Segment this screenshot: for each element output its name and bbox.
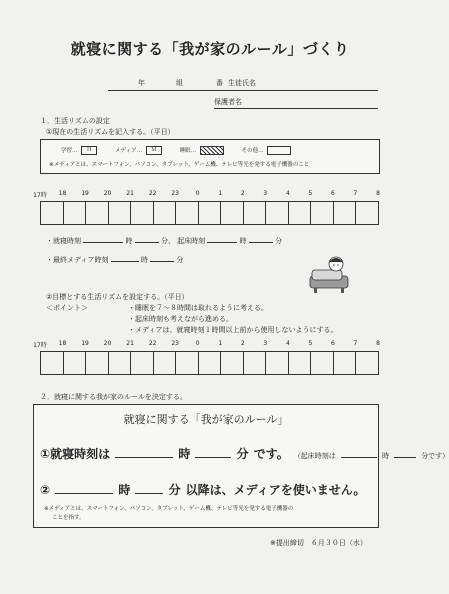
rule1-prefix: ①就寝時刻は — [40, 447, 111, 461]
rule2-prefix: ② — [40, 483, 51, 497]
wake-minute-unit: 分 — [275, 237, 283, 245]
hour-tick-label: 21 — [126, 190, 134, 197]
section2-heading: ２．就寝に関する我が家のルールを決定する。 — [40, 393, 187, 401]
guardian-label: 保護者名 — [214, 98, 242, 106]
class-label: 組 — [176, 79, 183, 87]
legend-study-label: 学習… — [61, 148, 78, 154]
rule-box-title: 就寝に関する「我が家のルール」 — [123, 413, 289, 426]
hour-tick-label: 3 — [263, 190, 268, 197]
timeline-cell[interactable] — [198, 352, 221, 375]
hour-tick-label: 18 — [58, 340, 67, 347]
timeline-cell[interactable] — [131, 352, 154, 375]
bed-minute-unit: 分、 — [160, 237, 175, 245]
hour-tick-label: 0 — [195, 340, 200, 347]
hour-tick-label: 19 — [81, 340, 89, 347]
hour-tick-label: 1 — [218, 190, 223, 197]
rule-note-line: ことを指す。 — [52, 515, 85, 521]
hour-tick-label: 4 — [285, 340, 290, 347]
last-media-row — [46, 255, 183, 265]
timeline-cell[interactable] — [41, 202, 64, 225]
rule1-row — [40, 443, 449, 462]
legend-media-label: メディア… — [115, 148, 143, 154]
timeline-cell[interactable] — [86, 352, 109, 375]
timeline-cell[interactable] — [356, 352, 379, 375]
rule1-hour-blank[interactable] — [115, 457, 173, 458]
points-list — [128, 303, 337, 336]
hour-tick-label: 18 — [58, 190, 67, 197]
timeline-cell[interactable] — [243, 352, 266, 375]
timeline-cell[interactable] — [108, 202, 131, 225]
rule2-hour-blank[interactable] — [55, 493, 113, 494]
deadline: ※提出締切 ６月３０日（水） — [270, 539, 367, 547]
legend-box — [40, 139, 380, 174]
timeline-cell[interactable] — [198, 202, 221, 225]
hour-tick-label: 6 — [331, 340, 335, 347]
hour-tick-label: 20 — [103, 340, 112, 347]
last-media-minute-unit: 分 — [176, 256, 184, 264]
rule-box — [33, 404, 449, 528]
hour-tick-label: 4 — [285, 190, 290, 197]
wake-time-label: 起床時刻 — [177, 237, 206, 245]
hour-tick-label: 6 — [331, 190, 335, 197]
point-item: ・メディアは、就寝時刻１時間以上前から使用しないようにする。 — [128, 326, 338, 334]
rule2-row — [40, 479, 365, 498]
hour-tick-label: 5 — [308, 190, 313, 197]
wake-minute-blank[interactable] — [249, 242, 273, 243]
timeline-axis-target — [0, 340, 420, 348]
sleeping-child-illustration — [306, 250, 352, 296]
hour-tick-label: 21 — [126, 340, 134, 347]
last-media-hour-unit: 時 — [140, 256, 148, 264]
hour-tick-label: 2 — [240, 190, 245, 197]
timeline-axis-current — [0, 190, 420, 198]
rule-box-note — [44, 505, 293, 523]
timeline-cell[interactable] — [108, 352, 131, 375]
point-item: ・睡眠を７～８時間は取れるように考える。 — [128, 304, 268, 312]
rule1-minute-blank[interactable] — [195, 457, 231, 458]
timeline-cell[interactable] — [333, 202, 356, 225]
hour-tick-label: 5 — [308, 340, 313, 347]
timeline-cell[interactable] — [221, 352, 244, 375]
timeline-cell[interactable] — [153, 202, 176, 225]
hour-tick-label: 7 — [353, 340, 358, 347]
number-label: 番 — [216, 79, 223, 87]
year-label: 年 — [138, 79, 145, 87]
timeline-cell[interactable] — [288, 202, 311, 225]
section1-sub2: ②目標とする生活リズムを設定する。（平日） — [46, 293, 189, 301]
student-name-label: 生徒氏名 — [228, 79, 256, 87]
point-item: ・起床時刻も考えながら進める。 — [128, 315, 233, 323]
hour-tick-label: 0 — [195, 190, 200, 197]
student-info-line — [108, 78, 378, 91]
hour-tick-label: 8 — [376, 190, 380, 197]
rule2-minute-blank[interactable] — [135, 493, 163, 494]
rule2-hour-unit: 時 — [118, 483, 131, 497]
legend-other-label: その他… — [241, 148, 264, 154]
timeline-cell[interactable] — [311, 352, 334, 375]
timeline-cell[interactable] — [243, 202, 266, 225]
legend-sleep-label: 睡眠… — [179, 148, 197, 154]
hour-tick-label: 1 — [218, 340, 223, 347]
last-media-label: ・最終メディア時刻 — [46, 256, 109, 264]
rule1-suffix: です。 — [253, 447, 289, 461]
legend-other-swatch — [267, 146, 291, 155]
timeline-cell[interactable] — [41, 352, 64, 375]
last-media-minute-blank[interactable] — [150, 261, 174, 262]
timeline-grid-current — [40, 201, 379, 225]
hour-tick-label: 22 — [148, 190, 157, 197]
bed-time-label: ・就寝時刻 — [46, 237, 81, 245]
hour-tick-label: 23 — [171, 190, 180, 197]
timeline-cell[interactable] — [63, 202, 86, 225]
rule1-minute-unit: 分 — [236, 447, 249, 461]
hour-tick-label: 2 — [240, 340, 245, 347]
bed-wake-row — [46, 236, 282, 246]
timeline-cell[interactable] — [311, 202, 334, 225]
rule2-minute-unit: 分 — [168, 483, 181, 497]
wake-hour-unit: 時 — [239, 237, 247, 245]
bed-hour-unit: 時 — [125, 237, 133, 245]
timeline-cell[interactable] — [288, 352, 311, 375]
last-media-hour-blank[interactable] — [111, 261, 139, 262]
timeline-cell[interactable] — [153, 352, 176, 375]
timeline-cell[interactable] — [266, 202, 289, 225]
timeline-cell[interactable] — [176, 352, 199, 375]
hour-tick-label: 22 — [148, 340, 157, 347]
timeline-grid-target — [40, 351, 379, 375]
wake-paren-close: 分です） — [421, 452, 449, 460]
guardian-line — [214, 97, 378, 109]
section1-heading: １．生活リズムの設定 — [40, 117, 110, 125]
legend-sleep-swatch — [200, 146, 224, 155]
hour-tick-label: 7 — [353, 190, 358, 197]
wake-hour-blank[interactable] — [207, 242, 237, 243]
timeline-cell[interactable] — [176, 202, 199, 225]
timeline-cell[interactable] — [131, 202, 154, 225]
timeline-cell[interactable] — [333, 352, 356, 375]
page-title: 就寝に関する「我が家のルール」づくり — [70, 40, 350, 58]
hour-tick-label: 23 — [171, 340, 180, 347]
timeline-cell[interactable] — [356, 202, 379, 225]
point-label: ＜ポイント＞ — [46, 304, 88, 312]
timeline-cell[interactable] — [266, 352, 289, 375]
legend-study-mark: Ｈ — [81, 146, 97, 155]
timeline-cell[interactable] — [86, 202, 109, 225]
media-note: ※メディアとは、スマートフォン、パソコン、タブレット、ゲーム機、テレビ等光を発する電子機器のこと — [49, 162, 310, 168]
timeline-cell[interactable] — [63, 352, 86, 375]
section1-sub1: ①現在の生活リズムを記入する。（平日） — [46, 128, 175, 136]
hour-tick-label: 17時 — [33, 192, 47, 199]
hour-tick-label: 19 — [81, 190, 89, 197]
legend-media-mark: Ｍ — [146, 146, 162, 155]
rule1-hour-unit: 時 — [178, 447, 191, 461]
hour-tick-label: 17時 — [33, 342, 47, 349]
bed-hour-blank[interactable] — [83, 242, 123, 243]
wake-paren-open: （起床時刻は — [293, 452, 336, 460]
rule-note-line: ※メディアとは、スマートフォン、パソコン、タブレット、ゲーム機、テレビ等光を発する電子機器の — [44, 506, 294, 512]
rule-wake-minute-blank[interactable] — [394, 457, 416, 458]
wake-hour-unit-2: 時 — [382, 452, 389, 460]
bed-minute-blank[interactable] — [135, 242, 159, 243]
hour-tick-label: 20 — [103, 190, 112, 197]
legend-row — [61, 146, 293, 155]
hour-tick-label: 3 — [263, 340, 268, 347]
rule-wake-hour-blank[interactable] — [341, 457, 377, 458]
rule2-suffix: 以降は、メディアを使いません。 — [185, 483, 366, 497]
hour-tick-label: 8 — [376, 340, 380, 347]
timeline-cell[interactable] — [221, 202, 244, 225]
